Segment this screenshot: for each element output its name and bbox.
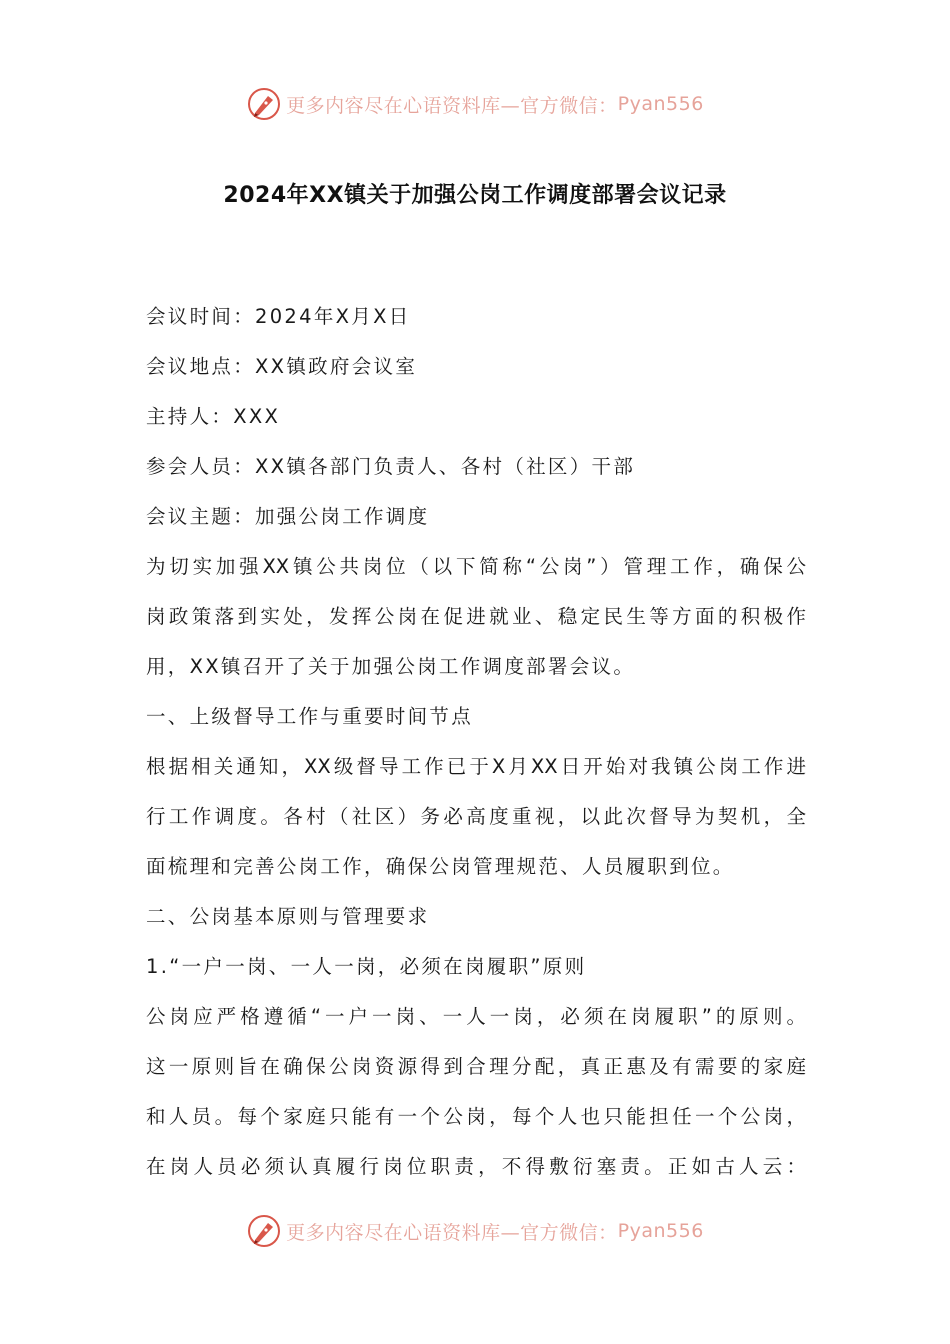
body-line: 主持人：XXX [146, 405, 281, 428]
watermark-header [0, 86, 950, 122]
body-line: 在岗人员必须认真履行岗位职责，不得敷衍塞责。正如古人云： [146, 1155, 806, 1178]
body-line: 行工作调度。各村（社区）务必高度重视，以此次督导为契机，全 [146, 805, 806, 828]
subsection-heading: 1.“一户一岗、一人一岗，必须在岗履职”原则 [146, 955, 587, 978]
watermark-text: 更多内容尽在心语资料库—官方微信： [286, 1221, 618, 1244]
section-heading: 二、公岗基本原则与管理要求 [146, 905, 430, 928]
watermark-account: Pyan556 [617, 1220, 704, 1242]
body-line: 用，XX镇召开了关于加强公岗工作调度部署会议。 [146, 655, 636, 678]
body-line: 公岗应严格遵循“一户一岗、一人一岗，必须在岗履职”的原则。 [146, 1005, 806, 1028]
body-line: 为切实加强XX镇公共岗位（以下简称“公岗”）管理工作，确保公 [146, 555, 806, 578]
body-line: 会议主题：加强公岗工作调度 [146, 505, 430, 528]
body-line: 参会人员：XX镇各部门负责人、各村（社区）干部 [146, 455, 636, 478]
body-line: 这一原则旨在确保公岗资源得到合理分配，真正惠及有需要的家庭 [146, 1055, 806, 1078]
body-line: 面梳理和完善公岗工作，确保公岗管理规范、人员履职到位。 [146, 855, 735, 878]
document-body [146, 300, 806, 1200]
pen-nib-logo-icon [246, 1213, 282, 1249]
body-line: 会议地点：XX镇政府会议室 [146, 355, 418, 378]
watermark-account: Pyan556 [617, 93, 704, 115]
pen-nib-logo-icon [246, 86, 282, 122]
body-line: 会议时间：2024年X月X日 [146, 305, 411, 328]
watermark-footer [0, 1213, 950, 1249]
section-heading: 一、上级督导工作与重要时间节点 [146, 705, 474, 728]
watermark-text: 更多内容尽在心语资料库—官方微信： [286, 94, 618, 117]
document-title: 2024年XX镇关于加强公岗工作调度部署会议记录 [223, 183, 727, 208]
body-line: 根据相关通知，XX级督导工作已于X月XX日开始对我镇公岗工作进 [146, 755, 806, 778]
body-line: 岗政策落到实处，发挥公岗在促进就业、稳定民生等方面的积极作 [146, 605, 806, 628]
body-line: 和人员。每个家庭只能有一个公岗，每个人也只能担任一个公岗， [146, 1105, 806, 1128]
